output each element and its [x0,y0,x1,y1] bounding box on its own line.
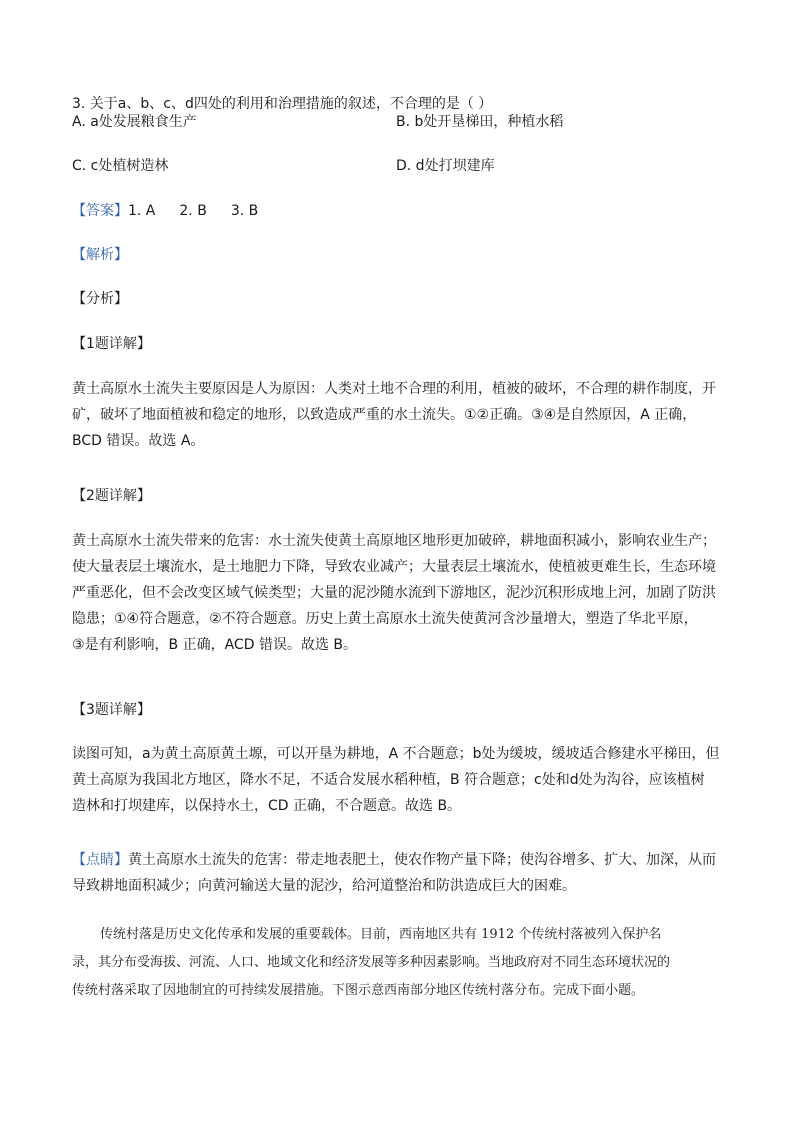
q1-detail-tag: 【1题详解】 [72,336,151,352]
q2-detail-tag: 【2题详解】 [72,488,151,504]
answer-item-1: 1. A [128,203,156,219]
reading-passage [72,921,724,1005]
option-d: D. d处打坝建库 [396,158,495,174]
q1-detail-text [72,376,722,454]
q2-detail-text [72,528,722,658]
answer-item-3: 3. B [230,203,259,219]
q1-line: BCD 错误。故选 A。 [72,433,205,449]
passage-line: 传统村落采取了因地制宜的可持续发展措施。下图示意西南部分地区传统村落分布。完成下面小题。 [72,983,645,998]
q2-line: 使大量表层土壤流水，是土地肥力下降，导致农业减产；大量表层土壤流水，使植被更难生长，生态环境 [72,559,716,575]
answer-tag: 【答案】 [72,203,128,219]
option-c: C. c处植树造林 [72,158,169,174]
q1-line: 黄土高原水土流失主要原因是人为原因：人类对土地不合理的利用，植被的破坏，不合理的耕作制度，开 [72,381,716,397]
dianjing-tag: 【点睛】 [72,852,128,868]
question-3-stem: 3. 关于a、b、c、d四处的利用和治理措施的叙述，不合理的是（ ） [72,96,493,112]
dianjing-block [72,847,722,899]
q3-line: 造林和打坝建库，以保持水土，CD 正确，不合题意。故选 B。 [72,798,462,814]
q2-line: ③是有利影响，B 正确，ACD 错误。故选 B。 [72,637,357,653]
passage-line: 传统村落是历史文化传承和发展的重要载体。目前，西南地区共有 1912 个传统村落被列入保护名 [100,927,662,942]
q3-line: 读图可知，a为黄土高原黄土塬，可以开垦为耕地，A 不合题意；b处为缓坡，缓坡适合修建水平梯田，但 [72,746,720,762]
q2-line: 隐患；①④符合题意，②不符合题意。历史上黄土高原水土流失使黄河含沙量增大，塑造了华北平原， [72,611,698,627]
dianjing-line: 导致耕地面积减少；向黄河输送大量的泥沙，给河道整治和防洪造成巨大的困难。 [72,878,576,894]
q2-line: 严重恶化，但不会改变区域气候类型；大量的泥沙随水流到下游地区，泥沙沉积形成地上河，加剧了防洪 [72,585,716,601]
q3-line: 黄土高原为我国北方地区，降水不足，不适合发展水稻种植，B 符合题意；c处和d处为沟谷，应该植树 [72,772,705,788]
answer-item-2: 2. B [179,203,207,219]
q3-detail-text [72,741,722,819]
option-b: B. b处开垦梯田，种植水稻 [396,114,564,130]
fenxi-tag: 【分析】 [72,291,128,307]
dianjing-line: 黄土高原水土流失的危害：带走地表肥土，使农作物产量下降；使沟谷增多、扩大、加深，从而 [128,852,716,868]
answer-line [72,201,282,221]
q2-line: 黄土高原水土流失带来的危害：水土流失使黄土高原地区地形更加破碎，耕地面积减小，影响农业生产； [72,533,716,549]
passage-line: 录，其分布受海拔、河流、人口、地域文化和经济发展等多种因素影响。当地政府对不同生态环境状况的 [72,955,671,970]
q3-detail-tag: 【3题详解】 [72,702,151,718]
option-a: A. a处发展粮食生产 [72,114,197,130]
analysis-tag: 【解析】 [72,247,128,263]
q1-line: 矿，破坏了地面植被和稳定的地形，以致造成严重的水土流失。①②正确。③④是自然原因，A 正确， [72,407,697,423]
